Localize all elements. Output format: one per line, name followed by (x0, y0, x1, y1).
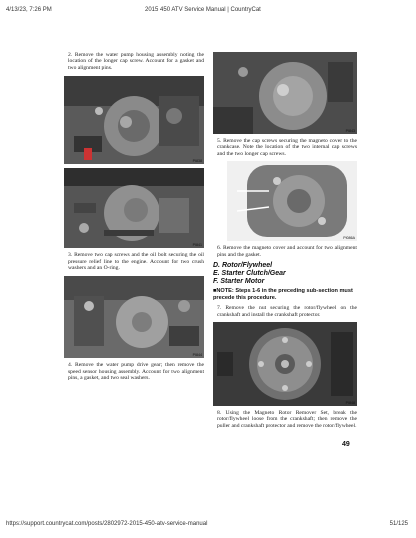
figure-label: PI086A (343, 236, 355, 241)
step-4-text: 4. Remove the water pump drive gear; then remove the speed sensor housing assembly. Account for two alignment pins, a gasket, and two seal washers. (68, 362, 204, 382)
step-2-text: 2. Remove the water pump housing assembly noting the location of the longer cap screw. Account for a gasket and two alignment pins. (68, 52, 204, 71)
section-headings (213, 262, 357, 286)
section-heading-rotor-flywheel: D. Rotor/Flywheel (213, 262, 273, 270)
figure-label: PI848 (345, 401, 355, 406)
photo-magneto-cover-screws (213, 52, 357, 134)
left-column (64, 52, 204, 382)
section-heading-starter-clutch: E. Starter Clutch/Gear (213, 270, 286, 278)
step-3-text: 3. Remove two cap screws and the oil bolt securing the oil pressure relief line to the engine. Account for two crush washers and an O-ring. (68, 252, 204, 272)
step-6-text: 6. Remove the magneto cover and account for two alignment pins and the gasket. (217, 245, 357, 258)
step-5-text: 5. Remove the cap screws securing the magneto cover to the crankcase. Note the location of the two internal cap screws and the two longer cap screws. (217, 138, 357, 157)
header-datetime: 4/13/23, 7:26 PM (6, 7, 52, 13)
figure-label: PI844 (192, 353, 202, 358)
header-title: 2015 450 ATV Service Manual | CountryCat (145, 7, 261, 13)
photo-magneto-cover-removed (227, 161, 357, 241)
photo-rotor-flywheel (213, 322, 357, 406)
section-heading-starter-motor: F. Starter Motor (213, 278, 265, 286)
note-text: ■NOTE: Steps 1-6 in the preceding sub-section must precede this procedure. (213, 288, 353, 301)
right-column (213, 52, 357, 429)
manual-page (62, 52, 358, 452)
footer-page-count: 51/125 (389, 521, 408, 527)
photo-water-pump-drive-gear (64, 276, 204, 358)
step-7-text: 7. Remove the nut securing the rotor/flywheel on the crankshaft and install the crankshaft protector. (217, 305, 357, 318)
figure-label: PI841 (192, 243, 202, 248)
figure-label: PI843 (345, 129, 355, 133)
page-number: 49 (342, 441, 350, 448)
photo-oil-pressure-line (64, 168, 204, 248)
figure-label: PI838 (192, 159, 202, 164)
step-8-text: 8. Using the Magneto Rotor Remover Set, break the rotor/flywheel loose from the crankshaft; then remove the puller and crankshaft protector and remove the rotor/flywheel. (217, 410, 357, 429)
footer-url[interactable]: https://support.countrycat.com/posts/2802972-2015-450-atv-service-manual (6, 521, 208, 527)
photo-water-pump-housing (64, 76, 204, 164)
